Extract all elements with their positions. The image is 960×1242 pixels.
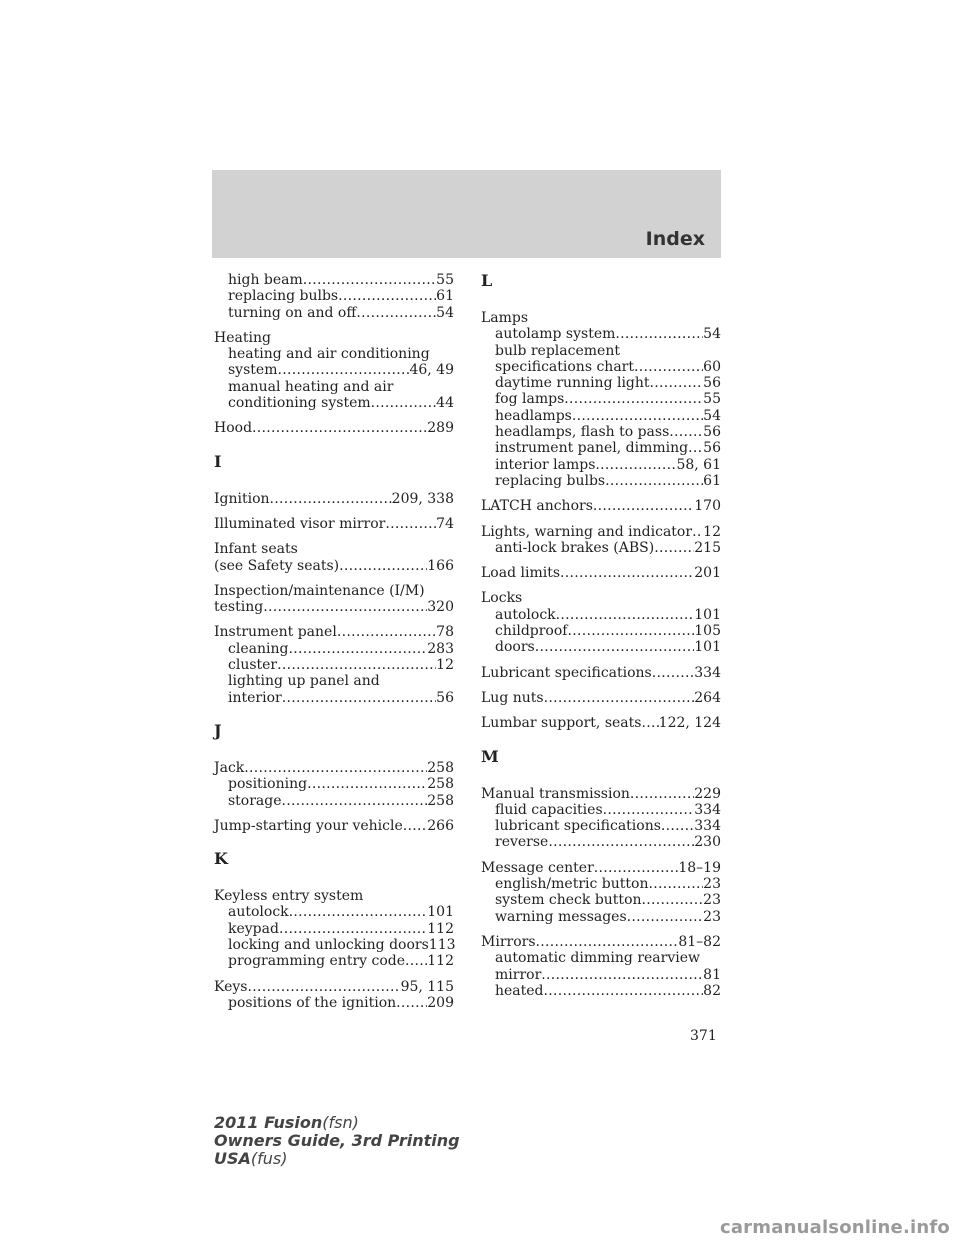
index-entry-lamps: Lamps autolamp system ..... 54 bulb replacement specifications chart ..... 60 daytime running light ..... 56 fog lamps ..... 55 headlamps ..... 54 headlamps, flash to pass ..... 56 instrument panel, dimming ..... 56 interior lamps ..... 58, 61 replacing bulbs ..... 61 [481,310,721,489]
index-column-right [481,272,721,1008]
index-entry-mirrors: Mirrors ..... 81–82 automatic dimming rearview mirror ..... 81 heated ..... 82 [481,934,721,999]
index-entry-ignition: Ignition ..... 209, 338 [214,491,454,507]
index-subentry: bulb replacement [495,342,620,359]
index-subentry: replacing bulbs ..... 61 [481,473,721,489]
footer-guide-edition: Owners Guide, 3rd Printing [214,1131,460,1150]
index-subentry: locking and unlocking doors 113 [228,937,456,954]
section-letter-i: I [214,451,222,471]
index-subentry: high beam ..... 55 [214,272,454,288]
index-entry-keys: Keys ..... 95, 115 positions of the ignition ..... 209 [214,979,454,1012]
index-subentry: keypad ..... 112 [214,921,454,937]
index-entry-instrument-panel: Instrument panel ..... 78 cleaning ..... 283 cluster ..... 12 lighting up panel and interior ..... 56 [214,624,454,705]
index-subentry: interior ..... 56 [214,690,454,706]
index-entry-lights: Lights, warning and indicator ..... 12 anti-lock brakes (ABS) ..... 215 [481,524,721,557]
index-main-term: Heating [214,329,271,346]
index-subentry: positioning ..... 258 [214,776,454,792]
index-subentry: autolock ..... 101 [481,607,721,623]
index-subentry: mirror ..... 81 [481,967,721,983]
index-header-band [212,170,721,258]
footer-market: USA [214,1149,251,1168]
index-subentry: reverse ..... 230 [481,834,721,850]
page-number: 371 [690,1028,717,1044]
index-entry-jack: Jack ..... 258 positioning ..... 258 storage ..... 258 [214,760,454,809]
index-subentry: warning messages ..... 23 [481,909,721,925]
index-subentry: daytime running light ..... 56 [481,375,721,391]
index-entry-latch-anchors: LATCH anchors ..... 170 [481,498,721,514]
index-subentry: interior lamps ..... 58, 61 [481,457,721,473]
index-subentry: lighting up panel and [228,673,380,690]
section-letter-m: M [481,746,499,766]
footer-model-code: (fsn) [322,1113,359,1132]
footer-market-code: (fus) [250,1149,288,1168]
index-subentry: storage ..... 258 [214,793,454,809]
index-subentry: system ..... 46, 49 [214,362,454,378]
index-subentry: lubricant specifications ..... 334 [481,818,721,834]
index-entry-message-center: Message center ..... 18–19 english/metric button ..... 23 system check button ..... 23 warning messages ..... 23 [481,860,721,925]
index-entry-manual-transmission: Manual transmission ..... 229 fluid capacities ..... 334 lubricant specifications ..... 334 reverse ..... 230 [481,786,721,851]
index-entry-load-limits: Load limits ..... 201 [481,565,721,581]
site-watermark: carmanualsonline.info [719,1217,950,1238]
index-subentry: anti-lock brakes (ABS) ..... 215 [481,540,721,556]
index-subentry: heated ..... 82 [481,983,721,999]
index-entry-lubricant: Lubricant specifications ..... 334 [481,665,721,681]
index-entry-visor-mirror: Illuminated visor mirror ..... 74 [214,516,454,532]
index-subentry: instrument panel, dimming ..... 56 [481,440,721,456]
index-subentry: turning on and off ..... 54 [214,305,454,321]
index-entry-headlamps-continued [214,272,454,321]
index-subentry: automatic dimming rearview [495,950,701,967]
index-entry-lug-nuts: Lug nuts ..... 264 [481,690,721,706]
index-subentry: headlamps, flash to pass ..... 56 [481,424,721,440]
footer-model: 2011 Fusion [214,1113,323,1132]
index-subentry: heating and air conditioning [228,346,430,363]
page-title: Index [645,228,705,250]
index-column-left [214,272,454,1020]
index-subentry: autolamp system ..... 54 [481,326,721,342]
index-entry-locks: Locks autolock ..... 101 childproof ..... 105 doors ..... 101 [481,590,721,655]
index-subentry: fog lamps ..... 55 [481,391,721,407]
index-subentry: childproof ..... 105 [481,623,721,639]
index-entry-lumbar-support: Lumbar support, seats ..... 122, 124 [481,715,721,731]
index-entry-keyless-entry: Keyless entry system autolock ..... 101 keypad ..... 112 locking and unlocking doors 113 programming entry code ..... 112 [214,888,454,969]
document-footer [214,1114,460,1168]
index-entry-jump-starting: Jump-starting your vehicle ..... 266 [214,818,454,834]
index-subentry: manual heating and air [228,378,394,395]
index-entry-inspection: Inspection/maintenance (I/M) testing ..... 320 [214,583,454,616]
index-subentry: english/metric button ..... 23 [481,876,721,892]
index-subentry: fluid capacities ..... 334 [481,802,721,818]
index-subentry: specifications chart ..... 60 [481,359,721,375]
section-letter-l: L [481,271,493,290]
index-subentry: system check button ..... 23 [481,892,721,908]
index-subentry: cleaning ..... 283 [214,641,454,657]
index-entry-heating [214,330,454,411]
index-subentry: programming entry code ..... 112 [214,953,454,969]
index-subentry: autolock ..... 101 [214,904,454,920]
index-entry-hood: Hood ..... 289 [214,420,454,436]
index-entry-infant-seats: Infant seats (see Safety seats) ..... 166 [214,541,454,574]
index-subentry: replacing bulbs ..... 61 [214,288,454,304]
section-letter-j: J [214,720,222,740]
index-subentry: headlamps ..... 54 [481,408,721,424]
index-subentry: cluster ..... 12 [214,657,454,673]
index-subentry: doors ..... 101 [481,639,721,655]
section-letter-k: K [214,849,228,869]
index-subentry: conditioning system ..... 44 [214,395,454,411]
index-subentry: positions of the ignition ..... 209 [214,995,454,1011]
